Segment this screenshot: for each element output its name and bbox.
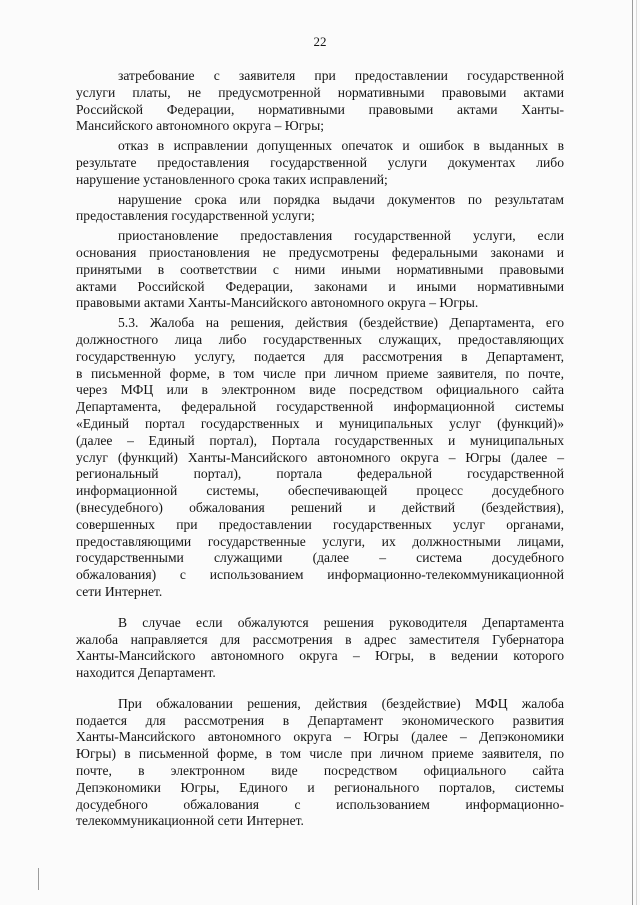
text-line: сети Интернет.	[76, 583, 163, 599]
scan-margin-mark	[38, 868, 39, 890]
text-line: подается для рассмотрения в Департамент экономического развития	[76, 712, 564, 728]
text-line: актами Российской Федерации, законами и иными нормативными	[76, 278, 564, 294]
text-line: через МФЦ или в электронном виде посредством официального сайта	[76, 382, 564, 398]
text-line: нарушение установленного срока таких исправлений;	[76, 171, 388, 187]
paragraph-head-appeal	[76, 615, 564, 682]
text-line: находится Департамент.	[76, 665, 216, 681]
text-line: почте, в электронном виде посредством официального сайта	[76, 763, 564, 779]
text-line: государственную услугу, подается для рассмотрения в Департамент,	[76, 348, 564, 364]
text-line: Мансийского автономного округа – Югры;	[76, 118, 325, 134]
text-line: принятыми в соответствии с ними иными нормативными правовыми	[76, 261, 564, 277]
text-line: отказ в исправлении допущенных опечаток и ошибок в выданных в	[118, 138, 564, 154]
paragraph-mfc-appeal	[76, 696, 564, 830]
text-line: Департамента, федеральной государственной информационной системы	[76, 399, 564, 415]
text-line: предоставления государственной услуги;	[76, 208, 315, 224]
text-line: приостановление предоставления государственной услуги, если	[118, 228, 564, 244]
text-line: 5.3. Жалоба на решения, действия (бездействие) Департамента, его	[118, 315, 564, 331]
text-line: В случае если обжалуются решения руководителя Департамента	[118, 614, 564, 630]
text-line: основания приостановления не предусмотрены федеральными законами и	[76, 244, 564, 260]
paragraph-suspension	[76, 228, 564, 312]
text-line: правовыми актами Ханты-Мансийского автономного округа – Югры.	[76, 295, 479, 311]
page-number: 22	[313, 34, 327, 49]
text-line: обжалования) с использованием информационно-телекоммуникационной	[76, 567, 564, 583]
text-line: (далее – Единый портал), Портала государственных и муниципальных	[76, 432, 564, 448]
text-line: услуг (функций) Ханты-Мансийского автономного округа – Югры (далее –	[76, 449, 564, 465]
text-line: результате предоставления государственной услуги документах либо	[76, 154, 564, 170]
text-line: Ханты-Мансийского автономного округа – Югры (далее – Депэкономики	[76, 729, 564, 745]
text-line: нарушение срока или порядка выдачи документов по результатам	[118, 191, 564, 207]
text-line: Ханты-Мансийского автономного округа – Югры, в ведении которого	[76, 648, 564, 664]
text-line: При обжаловании решения, действия (бездействие) МФЦ жалоба	[118, 695, 564, 711]
scan-edge-line	[632, 0, 633, 905]
text-line: жалоба направляется для рассмотрения в адрес заместителя Губернатора	[76, 631, 564, 647]
text-line: услуги платы, не предусмотренной нормативными правовыми актами	[76, 84, 564, 100]
paragraph-issuance-violation	[76, 192, 564, 226]
paragraph-fee-demand	[76, 68, 564, 135]
document-body	[76, 68, 564, 833]
text-line: должностного лица либо государственных служащих, предоставляющих	[76, 331, 564, 347]
text-line: «Единый портал государственных и муниципальных услуг (функций)»	[76, 415, 564, 431]
paragraph-correction-refusal	[76, 138, 564, 188]
text-line: государственными служащими (далее – система досудебного	[76, 550, 564, 566]
text-line: Российской Федерации, нормативными правовыми актами Ханты-	[76, 101, 564, 117]
text-line: Депэкономики Югры, Единого и регионального порталов, системы	[76, 779, 564, 795]
text-line: Югры) в письменной форме, в том числе при личном приеме заявителя, по	[76, 746, 564, 762]
text-line: совершенных при предоставлении государственных услуг органами,	[76, 516, 564, 532]
text-line: региональный портал), портала федеральной государственной	[76, 466, 564, 482]
text-line: телекоммуникационной сети Интернет.	[76, 813, 304, 829]
scan-edge-shadow	[636, 0, 637, 905]
text-line: информационной системы, обеспечивающей процесс досудебного	[76, 483, 564, 499]
text-line: предоставляющими государственные услуги, их должностными лицами,	[76, 533, 564, 549]
text-line: (внесудебного) обжалования решений и действий (бездействия),	[76, 499, 564, 515]
text-line: досудебного обжалования с использованием информационно-	[76, 796, 564, 812]
text-line: в письменной форме, в том числе при личном приеме заявителя, по почте,	[76, 365, 564, 381]
text-line: затребование с заявителя при предоставлении государственной	[118, 68, 564, 83]
paragraph-5-3-complaint	[76, 315, 564, 601]
